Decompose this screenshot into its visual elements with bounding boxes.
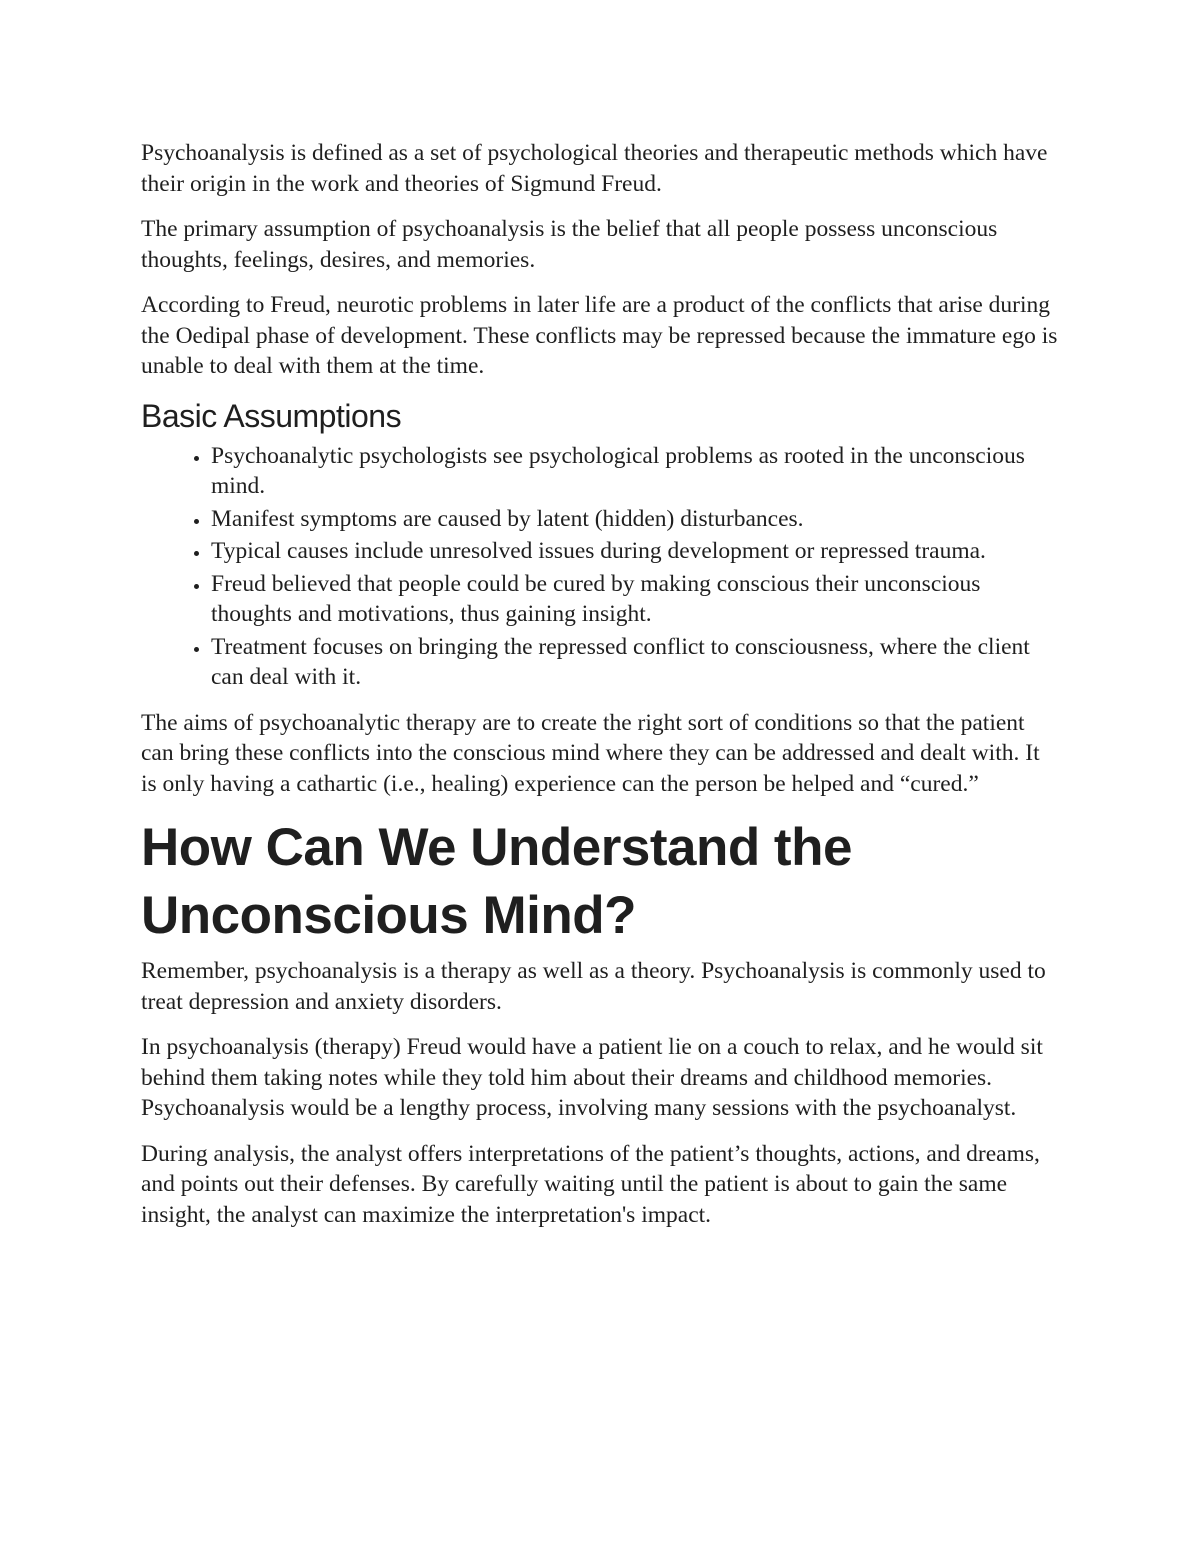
sigmund-freud-link[interactable]: Sigmund Freud [510,170,656,197]
list-item: • Typical causes include unresolved issues during development or repressed trauma. [211,536,1061,567]
list-item: • Freud believed that people could be cured by making conscious their unconscious thoughts and motivations, thus gaining insight. [211,569,1061,630]
list-item: • Manifest symptoms are caused by latent (hidden) disturbances. [211,504,1061,535]
unconscious-mind-heading: How Can We Understand the Unconscious Mind? [141,818,852,945]
basic-assumptions-list [141,441,1061,693]
understand-paragraph-1-end: . Psychoanalysis is commonly used to treat depression and anxiety disorders. [141,958,1046,1015]
document-page [141,138,1061,1245]
therapy-aims-paragraph: The aims of psychoanalytic therapy are to create the right sort of conditions so that the patient can bring these conflicts into the conscious mind where they can be addressed and dealt with. It is only having a cathartic (i.e., healing) experience can the person be helped and “cured.” [141,709,1040,797]
understand-paragraph-2: In psychoanalysis (therapy) Freud would have a patient lie on a couch to relax, and he would sit behind them taking notes while they told him about their dreams and childhood memories. Psychoanalysis would be a lengthy process, involving many sessions with the psychoanalyst. [141,1034,1043,1121]
intro-paragraph-1-text: Psychoanalysis is defined as a set of psychological theories and therapeutic methods which have their origin in the work and theories of [141,140,1048,197]
theory-link[interactable]: theory [630,958,690,984]
understand-paragraph-3: During analysis, the analyst offers interpretations of the patient’s thoughts, actions, and dreams, and points out their defenses. By carefully waiting until the patient is about to gain the same insight, the analyst can maximize the interpretation's impact. [141,1140,1040,1228]
intro-paragraph-3: According to Freud, neurotic problems in later life are a product of the conflicts that arise during the Oedipal phase of development. These conflicts may be repressed because the immature ego is unable to deal with them at the time. [141,292,1058,379]
intro-paragraph-1-end: . [655,170,662,197]
list-item: • Psychoanalytic psychologists see psychological problems as rooted in the unconscious mind. [211,441,1061,502]
list-item: • Treatment focuses on bringing the repressed conflict to consciousness, where the client can deal with it. [211,632,1061,693]
basic-assumptions-heading: Basic Assumptions [141,397,402,434]
understand-paragraph-1 [141,956,1061,1017]
intro-paragraph-2: The primary assumption of psychoanalysis is the belief that all people possess unconscious thoughts, feelings, desires, and memories. [141,216,998,273]
understand-paragraph-1-text: Remember, psychoanalysis is a therapy as well as a [141,958,631,984]
intro-paragraph-1 [141,138,1061,199]
